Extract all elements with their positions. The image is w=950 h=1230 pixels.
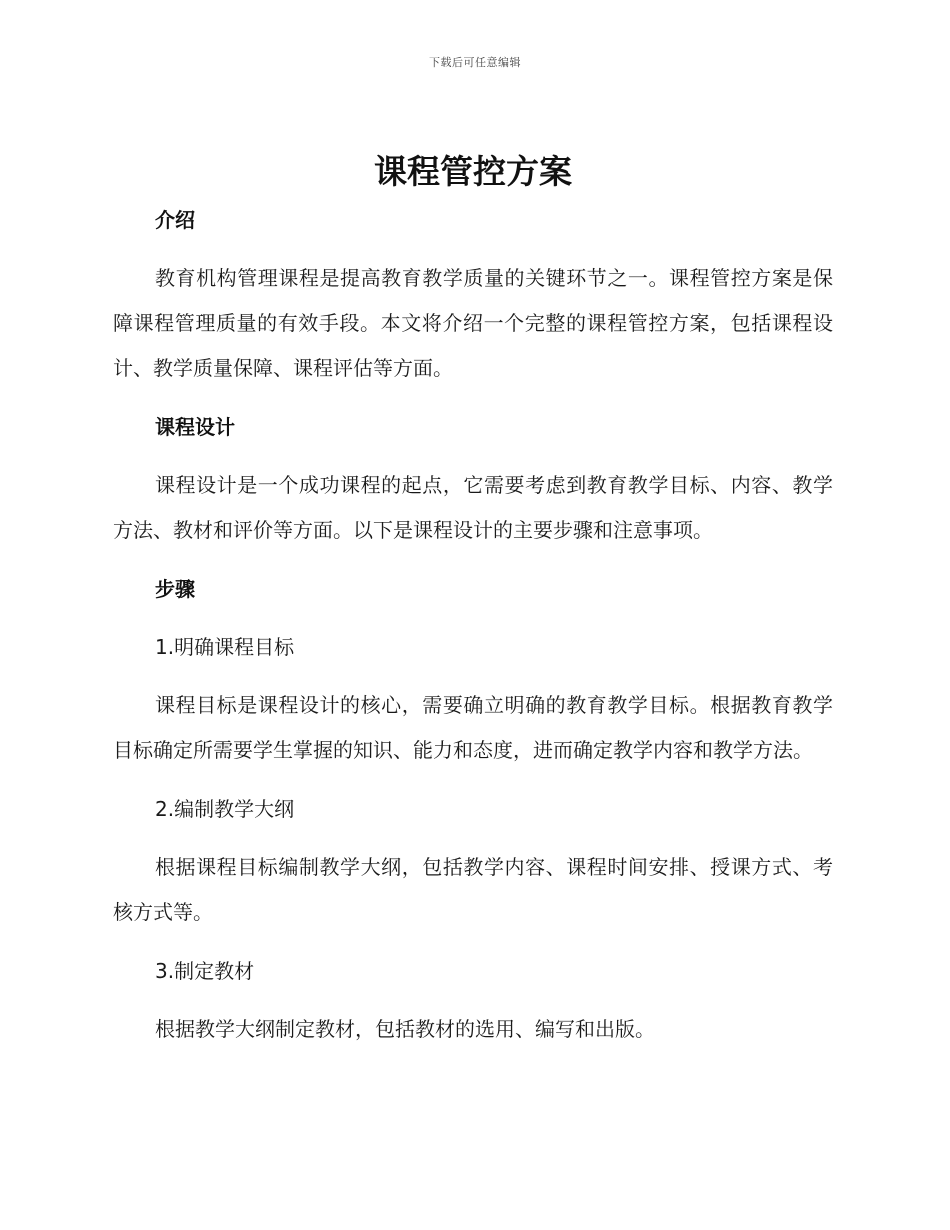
section-heading-intro: 介绍: [155, 208, 195, 232]
page-header-note: 下载后可任意编辑: [429, 56, 521, 69]
document-body: [113, 148, 833, 1066]
intro-paragraph: 教育机构管理课程是提高教育教学质量的关键环节之一。课程管控方案是保障课程管理质量的有效手段。本文将介绍一个完整的课程管控方案，包括课程设计、教学质量保障、课程评估等方面。: [113, 266, 833, 380]
step-2-paragraph: 根据课程目标编制教学大纲，包括教学内容、课程时间安排、授课方式、考核方式等。: [113, 855, 833, 924]
section-heading-course-design: 课程设计: [155, 415, 235, 439]
step-2-title: 2.编制教学大纲: [155, 797, 295, 821]
step-3-title: 3.制定教材: [155, 959, 255, 983]
step-3-paragraph: 根据教学大纲制定教材，包括教材的选用、编写和出版。: [155, 1017, 655, 1041]
document-title: 课程管控方案: [374, 152, 572, 191]
step-1-title: 1.明确课程目标: [155, 635, 295, 659]
course-design-paragraph: 课程设计是一个成功课程的起点，它需要考虑到教育教学目标、内容、教学方法、教材和评价等方面。以下是课程设计的主要步骤和注意事项。: [113, 473, 833, 542]
step-1-paragraph: 课程目标是课程设计的核心，需要确立明确的教育教学目标。根据教育教学目标确定所需要学生掌握的知识、能力和态度，进而确定教学内容和教学方法。: [113, 693, 833, 762]
section-heading-steps: 步骤: [155, 577, 195, 601]
